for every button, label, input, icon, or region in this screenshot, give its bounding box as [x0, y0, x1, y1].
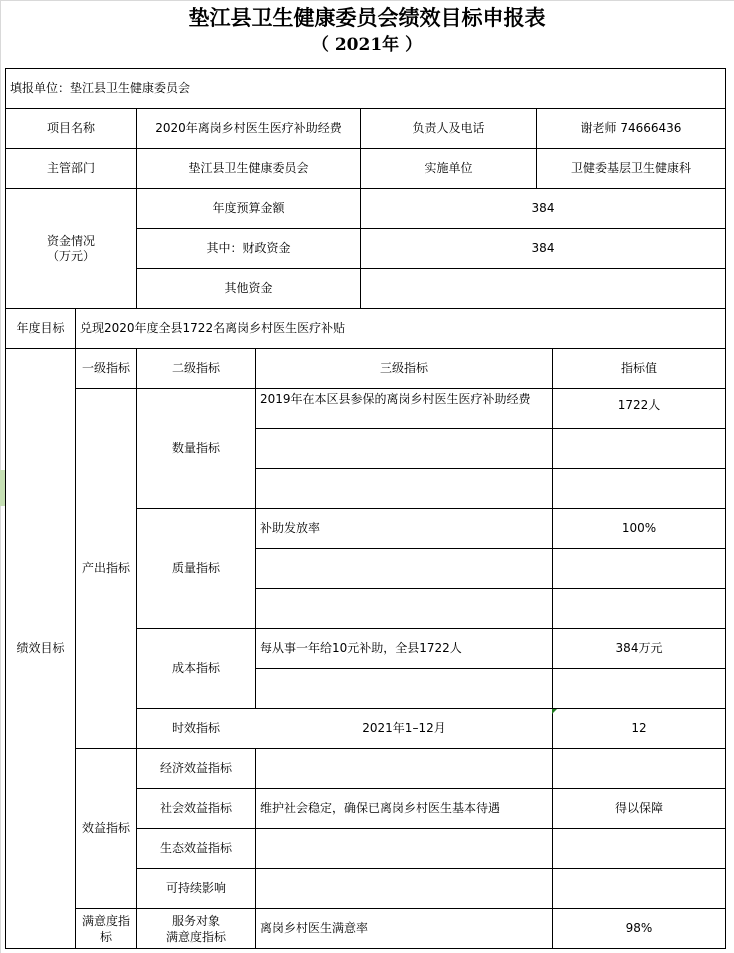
- sustain-label: 可持续影响: [165, 881, 226, 895]
- annual-budget-value[interactable]: 384: [531, 201, 555, 215]
- satisfaction-label-line1: 满意度指: [81, 913, 130, 928]
- quantity-indicator-label: 数量指标: [171, 441, 220, 455]
- sheet-gridline: [0, 0, 734, 1]
- benefit-indicator-label: 效益指标: [81, 821, 130, 835]
- time-indicator-label: 时效指标: [171, 721, 220, 735]
- service-label-line1: 服务对象: [171, 913, 220, 928]
- border-line: [5, 948, 726, 949]
- service-satisfaction-value[interactable]: 98%: [625, 921, 653, 935]
- annual-budget-label: 年度预算金额: [212, 201, 285, 215]
- quantity-value[interactable]: 1722人: [617, 398, 661, 412]
- satisfaction-indicator-label: [76, 909, 136, 948]
- funds-label-line1: 资金情况: [46, 233, 95, 248]
- quantity-item-empty[interactable]: [256, 429, 552, 468]
- service-label-line2: 满意度指标: [165, 929, 226, 944]
- annual-goal-value[interactable]: 兑现2020年度全县1722名离岗乡村医生医疗补贴: [80, 321, 346, 335]
- dept-value[interactable]: 垫江县卫生健康委员会: [188, 161, 309, 175]
- header-level2: 二级指标: [171, 361, 220, 375]
- satisfaction-label-line2: 标: [99, 929, 112, 944]
- perf-goal-label: 绩效目标: [16, 641, 65, 655]
- page-title: 垫江县卫生健康委员会绩效目标申报表: [188, 5, 546, 30]
- cost-value[interactable]: 384万元: [615, 641, 663, 655]
- contact-label: 负责人及电话: [412, 121, 485, 135]
- border-line: [255, 668, 726, 669]
- service-satisfaction-label: [137, 909, 255, 948]
- fill-unit: 填报单位：垫江县卫生健康委员会: [10, 81, 191, 95]
- funds-label: [6, 189, 136, 308]
- time-item[interactable]: 2021年1–12月: [362, 721, 446, 735]
- output-indicator-label: 产出指标: [81, 561, 130, 575]
- impl-unit-label: 实施单位: [424, 161, 473, 175]
- page-subtitle: （ 2021年 ）: [311, 35, 423, 55]
- other-funds-label: 其他资金: [224, 281, 273, 295]
- header-value: 指标值: [620, 361, 657, 375]
- cell-comment-marker: [552, 709, 557, 714]
- border-line: [255, 588, 726, 589]
- project-name-value[interactable]: 2020年离岗乡村医生医疗补助经费: [155, 121, 342, 135]
- cost-item[interactable]: 每从事一年给10元补助，全县1722人: [260, 641, 462, 655]
- header-level1: 一级指标: [81, 361, 130, 375]
- fiscal-funds-value[interactable]: 384: [531, 241, 555, 255]
- dept-label: 主管部门: [46, 161, 95, 175]
- other-funds-value[interactable]: [361, 269, 725, 308]
- funds-label-line2: （万元）: [46, 248, 95, 263]
- time-value[interactable]: 12: [631, 721, 647, 735]
- quality-indicator-label: 质量指标: [171, 561, 220, 575]
- service-satisfaction-item[interactable]: 离岗乡村医生满意率: [260, 921, 369, 935]
- cost-indicator-label: 成本指标: [171, 661, 220, 675]
- social-benefit-value[interactable]: 得以保障: [614, 801, 663, 815]
- social-benefit-item[interactable]: 维护社会稳定，确保已离岗乡村医生基本待遇: [260, 801, 501, 815]
- border-line: [255, 548, 726, 549]
- impl-unit-value[interactable]: 卫健委基层卫生健康科: [570, 161, 691, 175]
- header-level3: 三级指标: [379, 361, 428, 375]
- quantity-item[interactable]: 2019年在本区县参保的离岗乡村医生医疗补助经费: [260, 392, 531, 406]
- annual-goal-label: 年度目标: [16, 321, 65, 335]
- quantity-item-empty[interactable]: [256, 469, 552, 508]
- contact-value[interactable]: 谢老师 74666436: [580, 121, 682, 135]
- quality-item[interactable]: 补助发放率: [260, 521, 321, 535]
- quality-value[interactable]: 100%: [621, 521, 657, 535]
- econ-benefit-label: 经济效益指标: [159, 761, 232, 775]
- fiscal-funds-label: 其中：财政资金: [206, 241, 291, 255]
- project-name-label: 项目名称: [46, 121, 95, 135]
- eco-benefit-label: 生态效益指标: [159, 841, 232, 855]
- social-benefit-label: 社会效益指标: [159, 801, 232, 815]
